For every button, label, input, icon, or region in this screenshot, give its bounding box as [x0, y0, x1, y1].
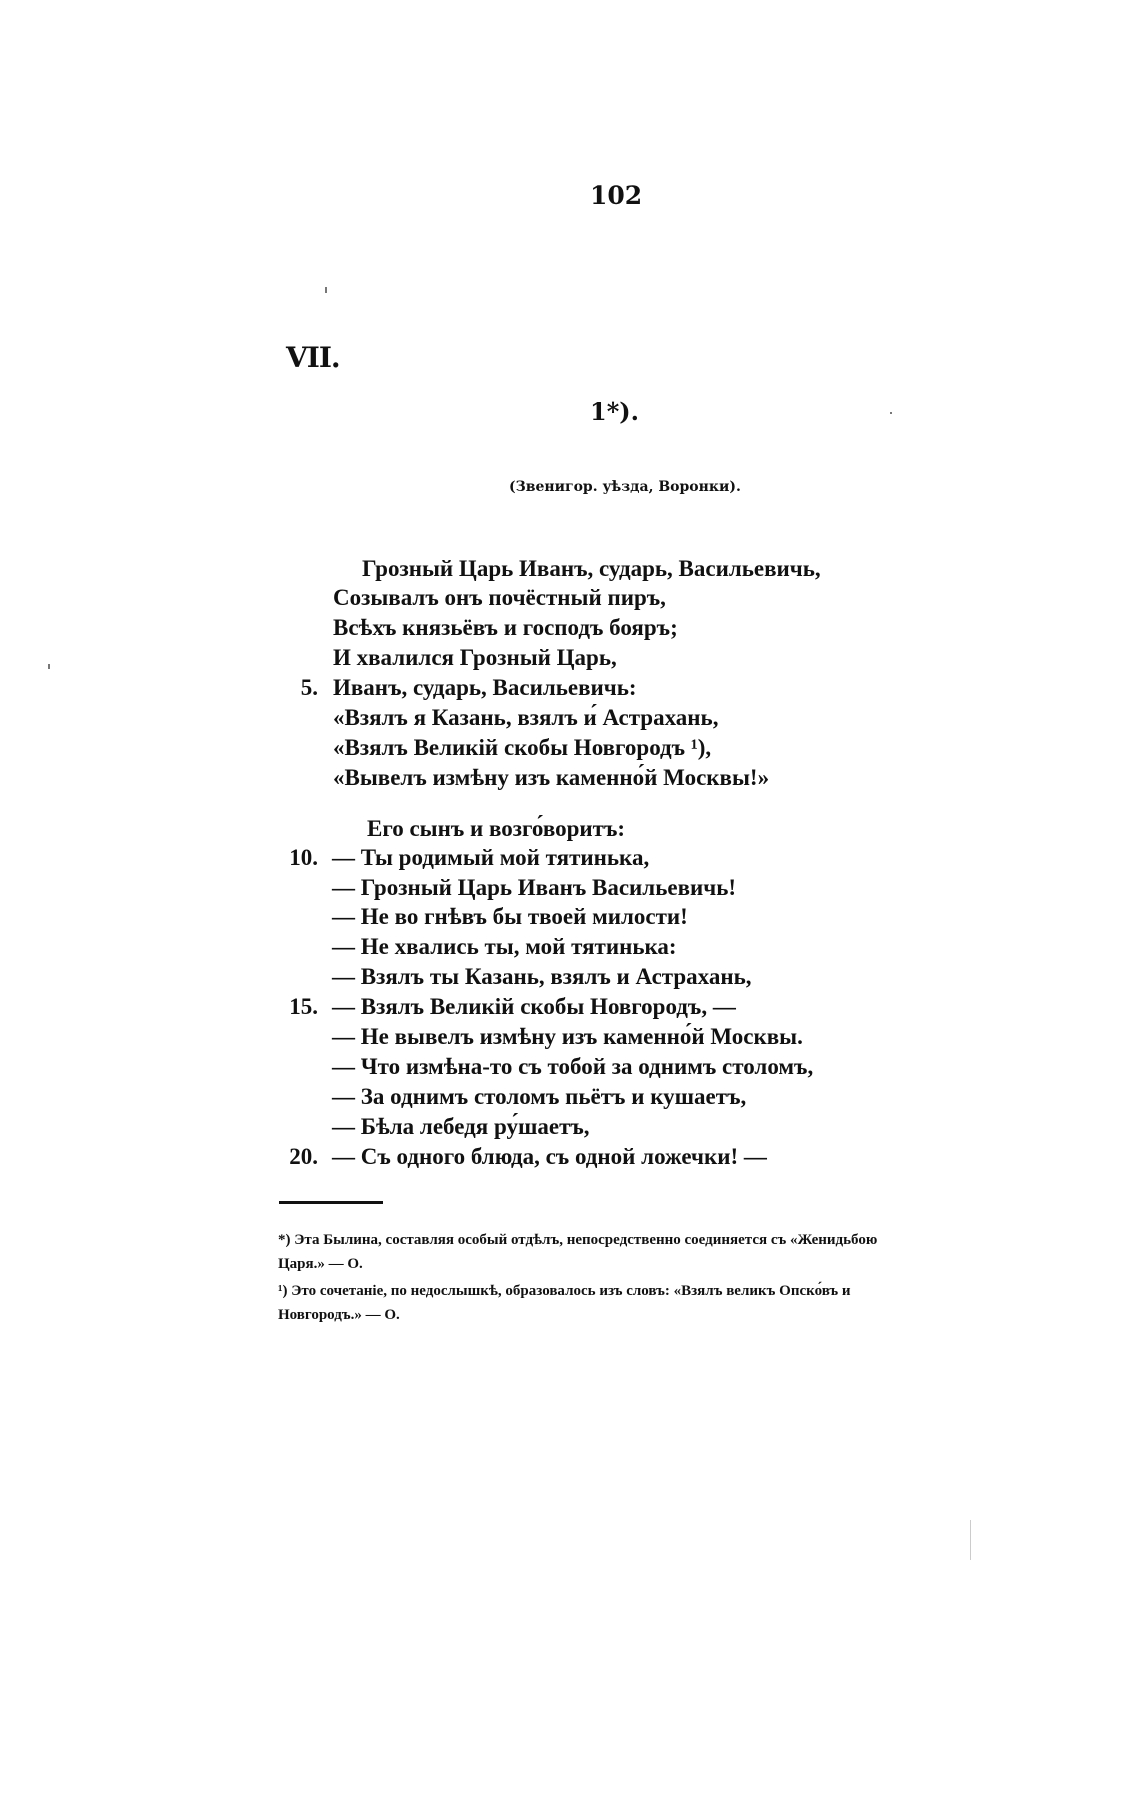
verse-line	[0, 583, 989, 613]
verse-text: — Бѣла лебедя ру́шаетъ,	[332, 1114, 590, 1139]
verse-line	[0, 902, 989, 932]
verse-text: — Не вывелъ измѣну изъ каменно́й Москвы.	[332, 1024, 803, 1049]
verse-text: — Ты родимый мой тятинька,	[332, 845, 650, 870]
verse-text: Созывалъ онъ почёстный пиръ,	[333, 585, 666, 610]
verse-number: 5.	[300, 675, 318, 700]
poem-number: 1*).	[590, 397, 639, 426]
source-note: (Звенигор. уѣзда, Воронки).	[509, 479, 741, 495]
verse-text: Грозный Царь Иванъ, сударь, Васильевичь,	[362, 556, 821, 581]
scan-speck	[48, 664, 50, 669]
verse-text: — Взялъ ты Казань, взялъ и Астрахань,	[332, 964, 752, 989]
verse-text: И хвалился Грозный Царь,	[333, 645, 617, 670]
verse-text: Его сынъ и возго́воритъ:	[367, 816, 626, 841]
verse-line	[0, 962, 989, 992]
verse-text: — Не во гнѣвъ бы твоей милости!	[332, 904, 688, 929]
footnote-rule	[279, 1201, 383, 1204]
verse-line	[0, 843, 989, 873]
verse-line	[0, 873, 989, 903]
verse-line	[0, 1082, 989, 1112]
footnote-2-mark: ¹)	[278, 1283, 288, 1299]
verse-line	[0, 643, 989, 673]
verse-text: — За однимъ столомъ пьётъ и кушаетъ,	[332, 1084, 747, 1109]
verse-text: «Взялъ я Казань, взялъ и́ Астрахань,	[333, 705, 719, 730]
verse-line	[0, 613, 989, 643]
verse-text: — Не хвались ты, мой тятинька:	[332, 934, 677, 959]
verse-line	[0, 673, 989, 703]
verse-line	[0, 1052, 989, 1082]
verse-number: 15.	[289, 994, 318, 1019]
verse-line	[0, 992, 989, 1022]
verse-line	[0, 1142, 989, 1172]
verse-line	[0, 1112, 989, 1142]
verse-number: 10.	[289, 845, 318, 870]
verse-line	[0, 733, 989, 763]
verse-line	[0, 814, 989, 844]
scan-speck	[890, 412, 892, 414]
verse-text: — Что измѣна-то съ тобой за однимъ столомъ,	[332, 1054, 814, 1079]
page-number: 102	[590, 181, 643, 210]
verse-text: — Взялъ Великій скобы Новгородъ, —	[332, 994, 736, 1019]
verse-line	[0, 554, 989, 584]
verse-line	[0, 763, 989, 793]
footnote-2-text: Это сочетаніе, по недослышкѣ, образовалось изъ словъ: «Взялъ великъ Опско́въ и Новгородъ.» — О.	[278, 1283, 851, 1323]
verse-line	[0, 1022, 989, 1052]
footnote-1-text: Эта Былина, составляя особый отдѣлъ, непосредственно соединяется съ «Женидьбою Царя.» — О.	[278, 1232, 878, 1272]
scan-speck	[325, 287, 327, 293]
verse-line	[0, 932, 989, 962]
verse-number: 20.	[289, 1144, 318, 1169]
section-number: VII.	[286, 341, 340, 374]
verse-text: «Взялъ Великій скобы Новгородъ ¹),	[333, 735, 712, 760]
scan-speck	[970, 1520, 971, 1560]
verse-line	[0, 703, 989, 733]
verse-text: Иванъ, сударь, Васильевичь:	[333, 675, 637, 700]
verse-text: Всѣхъ князьёвъ и господъ бояръ;	[333, 615, 678, 640]
verse-text: «Вывелъ измѣну изъ каменно́й Москвы!»	[333, 765, 770, 790]
verse-text: — Съ одного блюда, съ одной ложечки! —	[332, 1144, 767, 1169]
footnote-2	[278, 1279, 923, 1327]
verse-text: — Грозный Царь Иванъ Васильевичь!	[332, 875, 737, 900]
footnote-1	[278, 1228, 923, 1276]
footnote-1-mark: *)	[278, 1232, 291, 1248]
